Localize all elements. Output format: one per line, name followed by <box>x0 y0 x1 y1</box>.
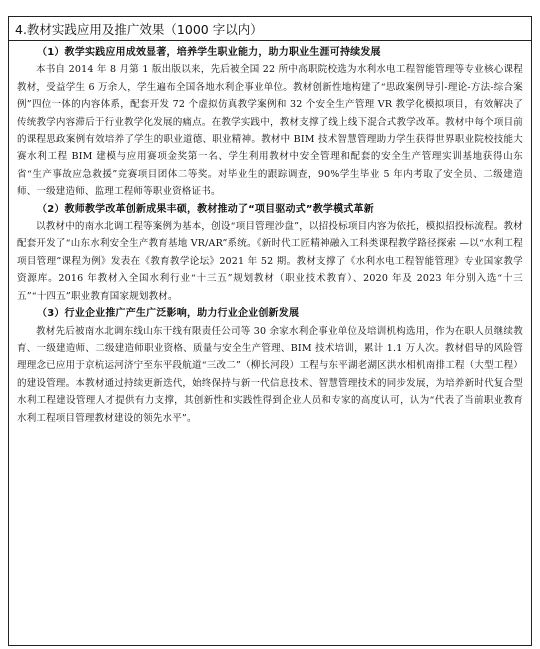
section-header: 4.教材实践应用及推广效果（1000 字以内） <box>9 17 531 41</box>
body-paragraph-2: 以教材中的南水北调工程等案例为基本，创设“项目管理沙盘”，以招投标项目内容为依托，模拟招投标流程。教材配套开发了“山东水利安全生产教育基地 VR/AR”系统。《新时代工匠精神融入工科类课程教学路径探索 —以“水利工程项目管理”课程为例》发表在《教育教学论坛》2021 年 52 期。教材支撑了《水利水电工程智能管理》专业国家教学资源库。2016 年教材入全国水利行业“十三五”规划教材（职业技术教育）、2020 年及 2023 年分别入选“十三五”“十四五”职业教育国家规划教材。 <box>17 221 523 302</box>
body-paragraph-3: 教材先后被南水北调东线山东干线有限责任公司等 30 余家水利企事业单位及培训机构选用，作为在职人员继续教育、一级建造师、二级建造师职业资格、质量与安全生产管理、BIM 技术培训，累计 1.1 万人次。教材倡导的风险管理理念已应用于京杭运河济宁至东平段航道“三改二”（柳长河段）工程与东平湖老湖区洪水相机南排工程（大型工程）的建设管理。本教材通过持续更新迭代，始终保持与新一代信息技术、智慧管理技术的同步发展，为培养新时代复合型水利工程建设管理人才提供有力支撑，其创新性和实践性得到企业人员和专家的高度认可，认为“代表了当前职业教育水利工程项目管理教材建设的领先水平”。 <box>17 325 523 424</box>
subsection-heading-1: （1）教学实践应用成效显著，培养学生职业能力，助力职业生涯可持续发展 <box>37 47 381 58</box>
subsection-heading-2: （2）教师教学改革创新成果丰硕，教材推动了“项目驱动式”教学模式革新 <box>37 203 374 215</box>
content-frame <box>8 16 532 646</box>
body-paragraph-1: 本书自 2014 年 8 月第 1 版出版以来，先后被全国 22 所中高职院校选为水利水电工程智能管理等专业核心课程教材，受益学生 6 万余人，学生遍布全国各地水利企事业单位。教材创新性地构建了“思政案例导引-理论-方法-综合案例”四位一体的内容体系，配套开发 72 个虚拟仿真教学案例和 32 个安全生产管理 VR 教学化模拟项目，有效解决了传统教学内容滞后于行业教学化发展的痛点。在教学实践中，教材支撑了线上线下混合式教学改革。教材中每个项目前的课程思政案例有效培养了学生的职业道德、职业精神。教材中 BIM 技术智慧管理助力学生获得世界职业院校技能大赛水利工程 BIM 建模与应用赛项金奖第一名、学生利用教材中安全管理和配套的安全生产管理实训基地获得山东省“生产事故应急救援”竞赛项目团体二等奖。对毕业生的跟踪调查，90%学生毕业 5 年内考取了安全员、二级建造师、一级建造师、监理工程师等职业资格证书。 <box>17 64 523 198</box>
subsection-heading-3: （3）行业企业推广产生广泛影响，助力行业企业创新发展 <box>37 308 300 320</box>
section-content <box>9 41 531 427</box>
